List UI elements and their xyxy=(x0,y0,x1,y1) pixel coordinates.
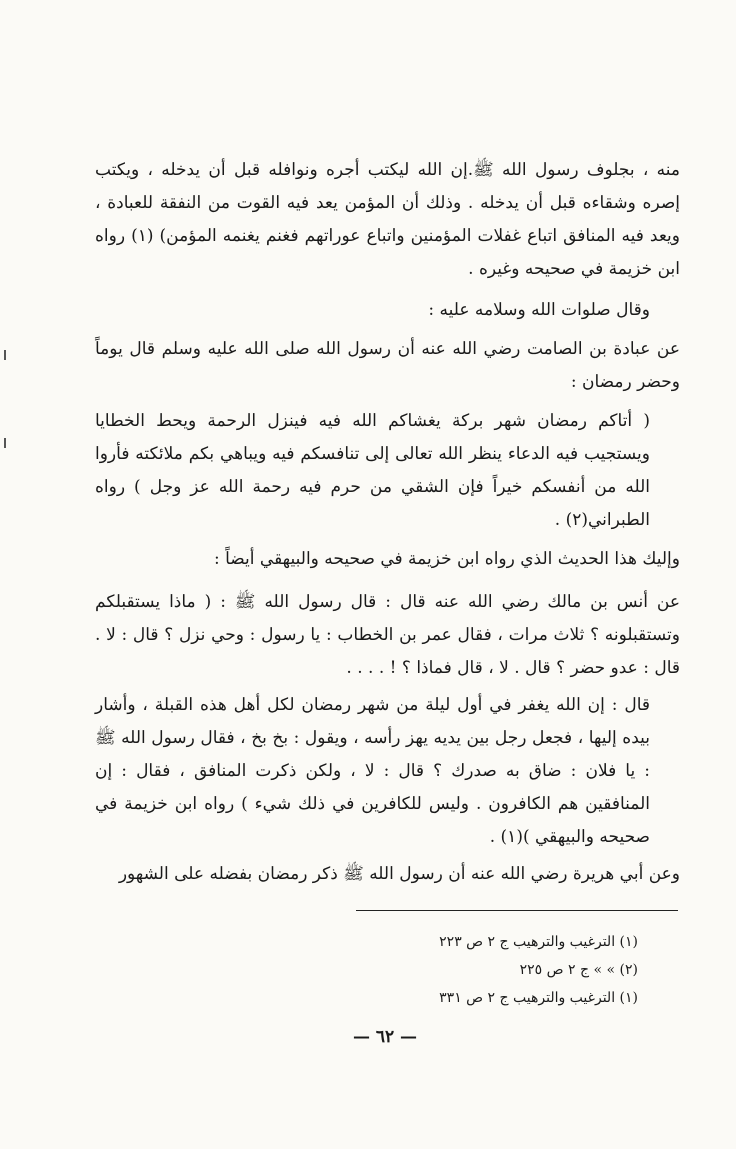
paragraph-5: وإليك هذا الحديث الذي رواه ابن خزيمة في صحيحه والبيهقي أيضاً : xyxy=(214,549,680,569)
footnote-3: (١) الترغيب والترهيب ج ٢ ص ٣٣١ xyxy=(439,990,638,1006)
paragraph-4-hadith: ( أتاكم رمضان شهر بركة يغشاكم الله فيه فينزل الرحمة ويحط الخطايا ويستجيب فيه الدعاء ينظر الله تعالى إلى تنافسكم فيه ويباهي بكم ملائكته فأروا الله من أنفسكم خيراً فإن الشقي من حرم فيه رحمة الله عز وجل ) رواه الطبراني(٢) . xyxy=(95,411,650,530)
paragraph-6-hadith: عن أنس بن مالك رضي الله عنه قال : قال رسول الله ﷺ : ( ماذا يستقبلكم وتستقبلونه ؟ ثلاث مرات ، فقال عمر بن الخطاب : يا رسول : وحي نزل ؟ قال : لا . قال : عدو حضر ؟ قال . لا ، قال فماذا ؟ ! . . . . xyxy=(95,592,681,678)
paragraph-3: عن عبادة بن الصامت رضي الله عنه أن رسول الله صلى الله عليه وسلم قال يوماً وحضر رمضان : xyxy=(95,339,680,392)
footnotes xyxy=(356,928,638,1012)
footnote-2: (٢) » » ج ٢ ص ٢٢٥ xyxy=(519,962,638,978)
margin-scan-mark xyxy=(4,438,6,448)
paragraph-2: وقال صلوات الله وسلامه عليه : xyxy=(428,300,650,320)
footnote-1: (١) الترغيب والترهيب ج ٢ ص ٢٢٣ xyxy=(439,934,638,950)
paragraph-1: منه ، بجلوف رسول الله ﷺ.إن الله ليكتب أجره ونوافله قبل أن يدخله ، ويكتب إصره وشقاءه قبل أن يدخله . وذلك أن المؤمن يعد فيه القوت من النفقة للعبادة ، ويعد فيه المنافق اتباع غفلات المؤمنين واتباع عوراتهم فغنم يغنمه المؤمن) (١) رواه ابن خزيمة في صحيحه وغيره . xyxy=(95,160,680,279)
footnote-divider xyxy=(356,910,678,911)
paragraph-8: وعن أبي هريرة رضي الله عنه أن رسول الله ﷺ ذكر رمضان بفضله على الشهور xyxy=(118,864,680,884)
margin-scan-mark xyxy=(4,350,6,360)
main-text xyxy=(95,154,680,891)
page-number: — ٦٢ — xyxy=(352,1027,418,1047)
paragraph-7: قال : إن الله يغفر في أول ليلة من شهر رمضان لكل أهل هذه القبلة ، وأشار بيده إليها ، فجعل رجل بين يديه يهز رأسه ، ويقول : بخ بخ ، فقال رسول الله ﷺ : يا فلان : ضاق به صدرك ؟ قال : لا ، ولكن ذكرت المنافق ، فقال : إن المنافقين هم الكافرون . وليس للكافرين في ذلك شيء ) رواه ابن خزيمة في صحيحه والبيهقي )(١) . xyxy=(95,695,650,847)
